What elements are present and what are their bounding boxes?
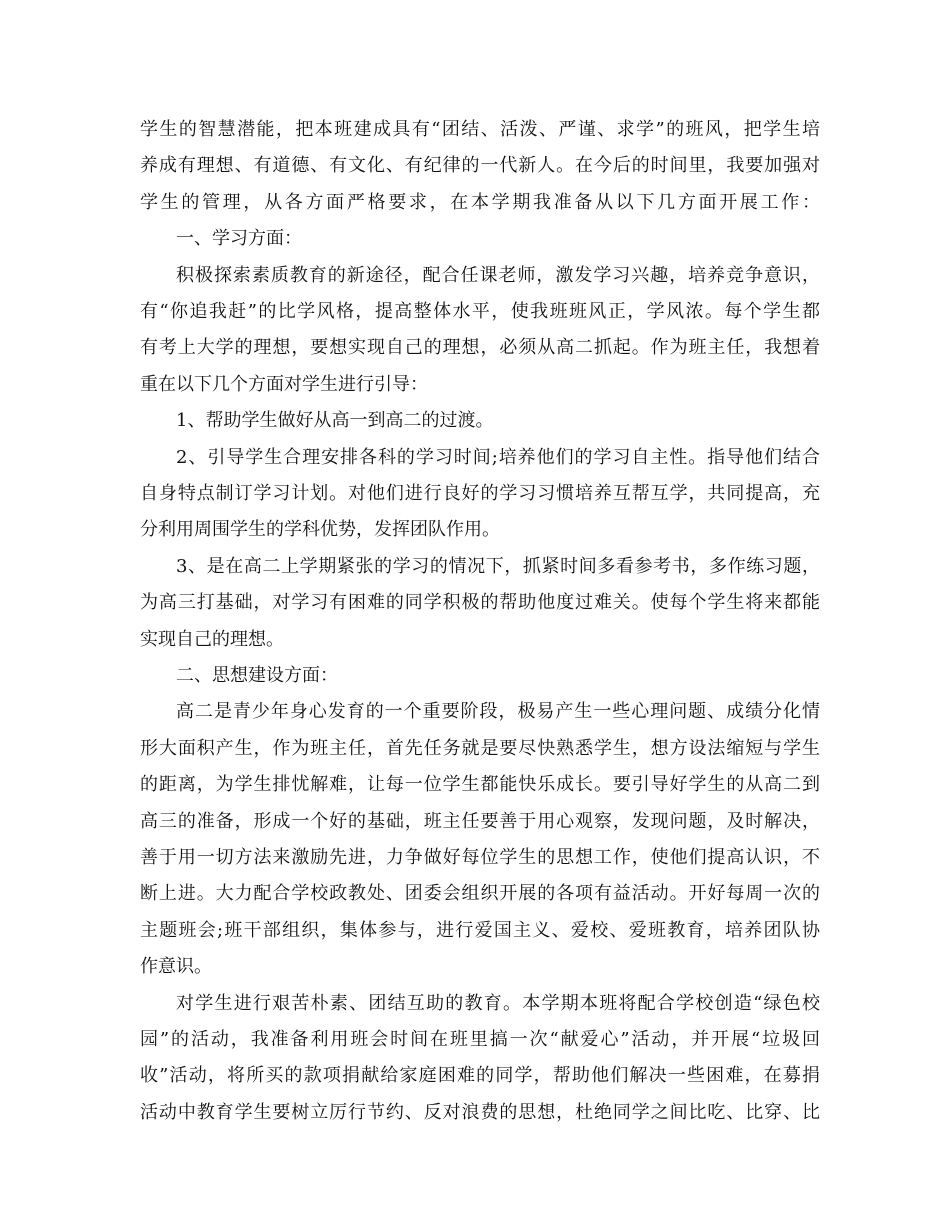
text-line: 分利用周围学生的学科优势，发挥团队作用。 bbox=[140, 519, 500, 541]
text-line: 3、是在高二上学期紧张的学习的情况下，抓紧时间多看参考书，多作练习题， bbox=[176, 555, 820, 577]
text-line: 二、思想建设方面： bbox=[176, 665, 338, 686]
text-line: 一、学习方面： bbox=[176, 228, 302, 250]
text-line: 活动中教育学生要树立厉行节约、反对浪费的思想，杜绝同学之间比吃、比穿、比 bbox=[140, 1101, 820, 1123]
text-line: 学生的智慧潜能，把本班建成具有“团结、活泼、严谨、求学”的班风，把学生培 bbox=[140, 119, 820, 140]
text-line: 形大面积产生，作为班主任，首先任务就是要尽快熟悉学生，想方设法缩短与学生 bbox=[140, 737, 820, 759]
text-line: 2、引导学生合理安排各科的学习时间;培养他们的学习自主性。指导他们结合 bbox=[176, 446, 820, 468]
text-line: 对学生进行艰苦朴素、团结互助的教育。本学期本班将配合学校创造“绿色校 bbox=[176, 992, 820, 1014]
text-line: 善于用一切方法来激励先进，力争做好每位学生的思想工作，使他们提高认识，不 bbox=[140, 847, 820, 868]
text-line: 实现自己的理想。 bbox=[140, 628, 284, 650]
text-line: 重在以下几个方面对学生进行引导： bbox=[140, 373, 428, 395]
text-line: 断上进。大力配合学校政教处、团委会组织开展的各项有益活动。开好每周一次的 bbox=[140, 883, 820, 905]
text-line: 为高三打基础，对学习有困难的同学积极的帮助他度过难关。使每个学生将来都能 bbox=[140, 592, 820, 614]
text-line: 主题班会;班干部组织，集体参与，进行爱国主义、爱校、爱班教育，培养团队协 bbox=[140, 919, 820, 941]
text-line: 自身特点制订学习计划。对他们进行良好的学习习惯培养互帮互学，共同提高，充 bbox=[140, 483, 820, 504]
text-line: 的距离，为学生排忧解难，让每一位学生都能快乐成长。要引导好学生的从高二到 bbox=[140, 774, 820, 796]
text-line: 1、帮助学生做好从高一到高二的过渡。 bbox=[176, 410, 494, 432]
text-line: 收”活动，将所买的款项捐献给家庭困难的同学，帮助他们解决一些困难，在募捐 bbox=[140, 1065, 820, 1087]
text-line: 园”的活动，我准备利用班会时间在班里搞一次“献爱心”活动，并开展“垃圾回 bbox=[140, 1029, 820, 1050]
text-line: 有考上大学的理想，要想实现自己的理想，必须从高二抓起。作为班主任，我想着 bbox=[140, 337, 820, 359]
text-line: 学生的管理，从各方面严格要求，在本学期我准备从以下几方面开展工作： bbox=[140, 191, 820, 213]
text-line: 养成有理想、有道德、有文化、有纪律的一代新人。在今后的时间里，我要加强对 bbox=[140, 155, 820, 177]
text-line: 作意识。 bbox=[140, 956, 212, 978]
text-line: 高三的准备，形成一个好的基础，班主任要善于用心观察，发现问题，及时解决， bbox=[140, 810, 820, 832]
text-line: 高二是青少年身心发育的一个重要阶段，极易产生一些心理问题、成绩分化情 bbox=[176, 701, 820, 723]
text-line: 有“你追我赶”的比学风格，提高整体水平，使我班班风正，学风浓。每个学生都 bbox=[140, 301, 820, 322]
text-line: 积极探索素质教育的新途径，配合任课老师，激发学习兴趣，培养竞争意识， bbox=[176, 264, 820, 286]
